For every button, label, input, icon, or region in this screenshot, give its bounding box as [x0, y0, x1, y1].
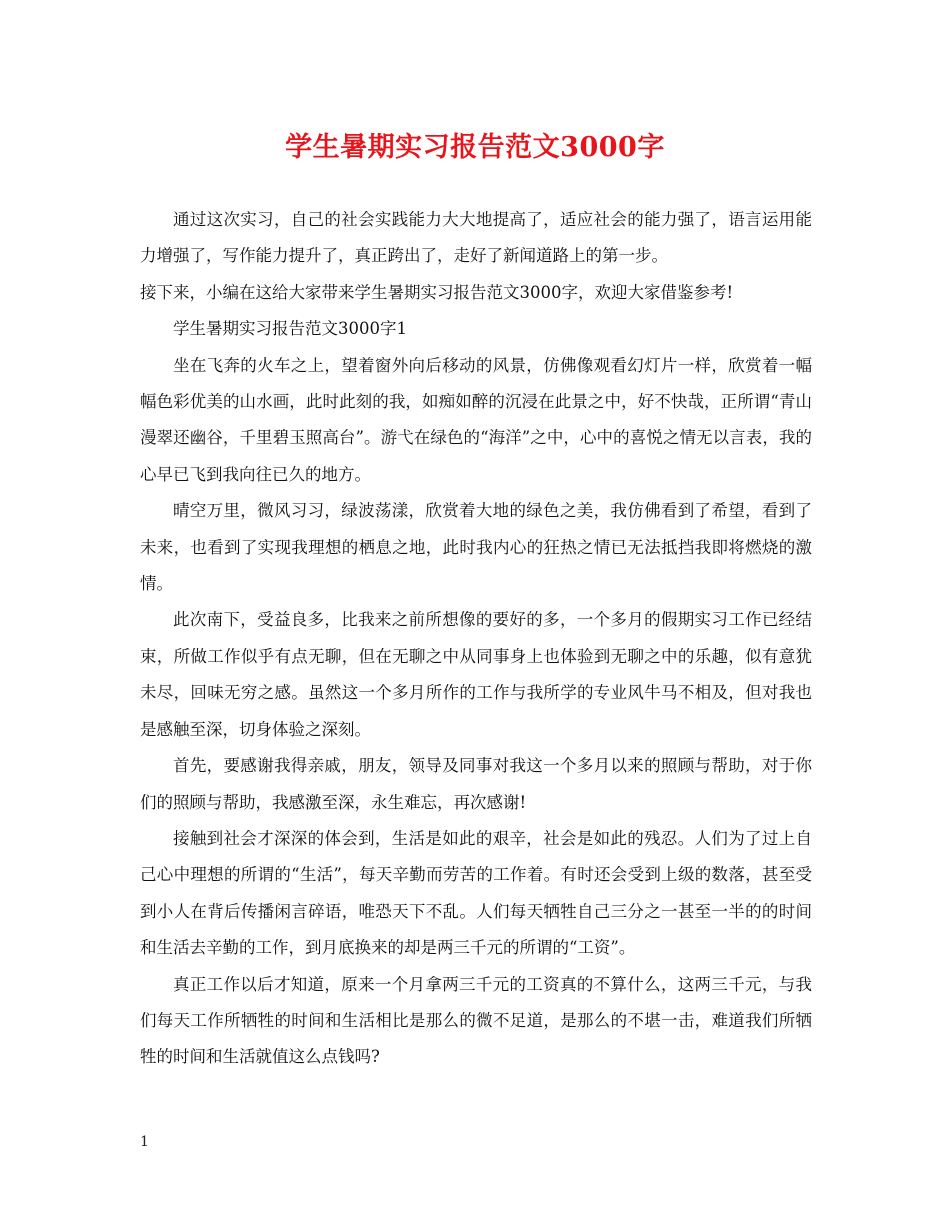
paragraph-4: 晴空万里，微风习习，绿波荡漾，欣赏着大地的绿色之美，我仿佛看到了希望，看到了未来，也看到了实现我理想的栖息之地，此时我内心的狂热之情已无法抵挡我即将燃烧的激情。: [140, 501, 812, 594]
page-number: 1: [140, 1134, 149, 1150]
document-title: 学生暑期实习报告范文3000字: [285, 132, 665, 163]
paragraph-5: 此次南下，受益良多，比我来之前所想像的要好的多，一个多月的假期实习工作已经结束，所做工作似乎有点无聊，但在无聊之中从同事身上也体验到无聊之中的乐趣，似有意犹未尽，回味无穷之感。虽然这一个多月所作的工作与我所学的专业风牛马不相及，但对我也是感触至深，切身体验之深刻。: [140, 610, 812, 739]
paragraph-3: 坐在飞奔的火车之上，望着窗外向后移动的风景，仿佛像观看幻灯片一样，欣赏着一幅幅色彩优美的山水画，此时此刻的我，如痴如醉的沉浸在此景之中，好不快哉，正所谓“青山漫翠还幽谷，千里碧玉照高台”。游弋在绿色的“海洋”之中，心中的喜悦之情无以言表，我的心早已飞到我向往已久的地方。: [140, 355, 812, 484]
paragraph-7: 接触到社会才深深的体会到，生活是如此的艰辛，社会是如此的残忍。人们为了过上自己心中理想的所谓的“生活”，每天辛勤而劳苦的工作着。有时还会受到上级的数落，甚至受到小人在背后传播闲言碎语，唯恐天下不乱。人们每天牺牲自己三分之一甚至一半的的时间和生活去辛勤的工作，到月底换来的却是两三千元的所谓的“工资”。: [140, 828, 812, 958]
paragraph-6: 首先，要感谢我得亲戚，朋友，领导及同事对我这一个多月以来的照顾与帮助，对于你们的照顾与帮助，我感激至深，永生难忘，再次感谢!: [140, 756, 812, 812]
document-body: [140, 202, 812, 1076]
paragraph-2: 接下来，小编在这给大家带来学生暑期实习报告范文3000字，欢迎大家借鉴参考!: [140, 282, 734, 302]
paragraph-8: 真正工作以后才知道，原来一个月拿两三千元的工资真的不算什么，这两三千元，与我们每天工作所牺牲的时间和生活相比是那么的微不足道，是那么的不堪一击，难道我们所牺牲的时间和生活就值这么点钱吗?: [140, 974, 812, 1067]
section-heading: 学生暑期实习报告范文3000字1: [173, 319, 407, 339]
paragraph-1: 通过这次实习，自己的社会实践能力大大地提高了，适应社会的能力强了，语言运用能力增强了，写作能力提升了，真正跨出了，走好了新闻道路上的第一步。: [140, 210, 812, 266]
